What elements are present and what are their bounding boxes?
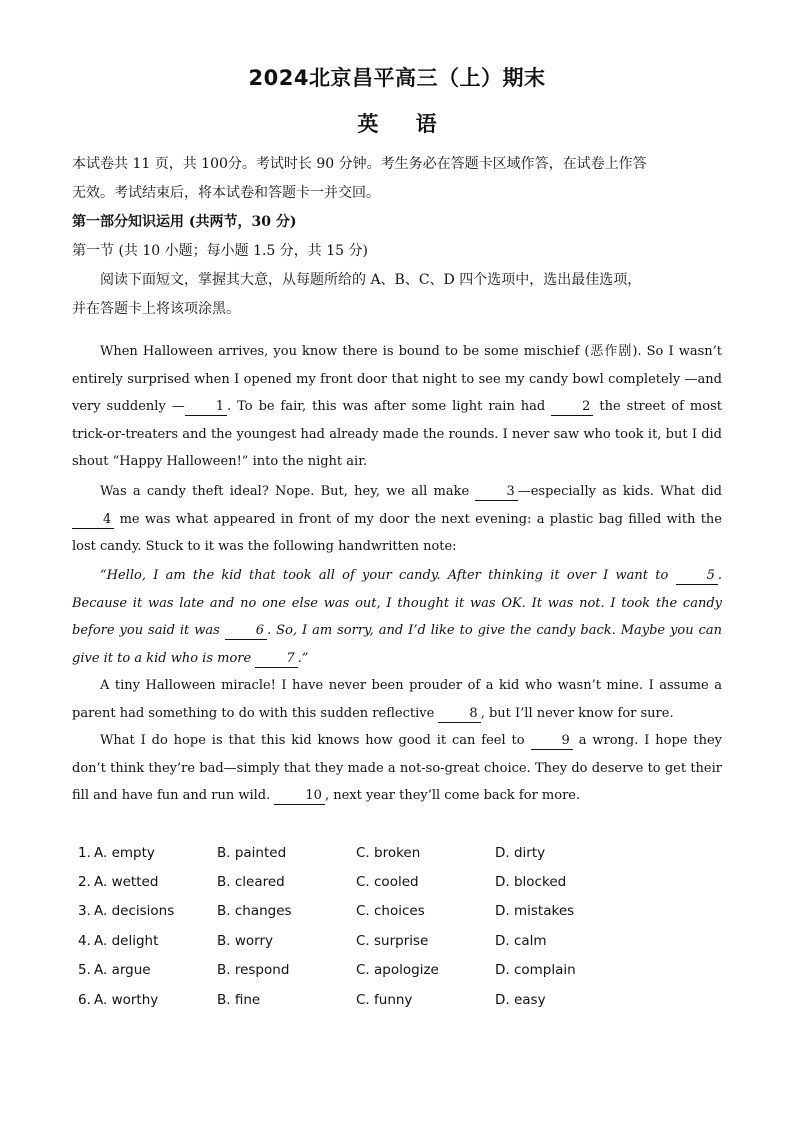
option-row bbox=[78, 838, 678, 867]
part-heading: 第一部分知识运用 (共两节，30 分) bbox=[72, 214, 297, 230]
option-a: A. decisions bbox=[94, 903, 175, 920]
passage-text: Was a candy theft ideal? Nope. But, hey, we all make bbox=[100, 484, 470, 499]
passage-text: “Hello, I am the kid that took all of your candy. After thinking it over I want to bbox=[100, 568, 669, 583]
options-list bbox=[78, 838, 678, 1014]
blank-3: 3 bbox=[475, 484, 517, 501]
blank-10: 10 bbox=[274, 788, 325, 805]
passage-text: .” bbox=[297, 650, 309, 666]
passage-text: me was what appeared in front of my door the next evening: a plastic bag filled with the lost candy. Stuck to it was the following handwritten note: bbox=[72, 511, 722, 555]
option-a: A. empty bbox=[94, 844, 155, 861]
passage-text: When Halloween arrives, you know there is bound to be some mischief (恶作剧). So I wasn’t entirely surprised when I opened my front door that night to see my candy bowl completely —and very suddenly — bbox=[72, 344, 722, 415]
option-b: B. respond bbox=[217, 962, 290, 979]
blank-7: 7 bbox=[255, 651, 297, 668]
passage-text: What I do hope is that this kid knows how good it can feel to bbox=[100, 733, 525, 748]
option-d: D. blocked bbox=[495, 874, 567, 891]
option-row bbox=[78, 897, 678, 926]
option-d: D. calm bbox=[495, 932, 547, 949]
option-b: B. fine bbox=[217, 991, 261, 1008]
blank-8: 8 bbox=[438, 706, 480, 723]
passage-text: —especially as kids. What did bbox=[517, 484, 723, 499]
option-a: A. argue bbox=[94, 962, 151, 979]
option-d: D. complain bbox=[495, 962, 576, 979]
passage-text: . To be fair, this was after some light rain had bbox=[227, 399, 546, 415]
option-d: D. mistakes bbox=[495, 903, 575, 920]
passage-text: , but I’ll never know for sure. bbox=[480, 705, 674, 721]
blank-4: 4 bbox=[72, 512, 114, 529]
passage-text: A tiny Halloween miracle! I have never been prouder of a kid who wasn’t mine. I assume a parent had something to do with this sudden reflective bbox=[72, 678, 722, 721]
passage-text: the street of most trick-or-treaters and the youngest had already made the rounds. I never saw who took it, but I did shout “Happy Halloween!” into the night air. bbox=[72, 399, 722, 470]
question-number: 6. bbox=[78, 991, 91, 1008]
question-number: 1. bbox=[78, 844, 91, 861]
blank-5: 5 bbox=[676, 568, 718, 585]
page-title: 2024北京昌平高三（上）期末 bbox=[248, 66, 546, 90]
passage-text: . So, I am sorry, and I’d like to give the candy back. Maybe you can give it to a kid who is more bbox=[72, 623, 723, 666]
blank-9: 9 bbox=[531, 733, 573, 750]
option-a: A. wetted bbox=[94, 874, 159, 891]
instruction-line-2: 并在答题卡上将该项涂黑。 bbox=[72, 301, 240, 317]
option-b: B. painted bbox=[217, 844, 287, 861]
intro-line-1: 本试卷共 11 页，共 100分。考试时长 90 分钟。考生务必在答题卡区域作答，在试卷上作答 bbox=[72, 156, 647, 172]
exam-intro bbox=[72, 150, 722, 324]
section-heading: 第一节 (共 10 小题；每小题 1.5 分，共 15 分) bbox=[72, 243, 368, 259]
option-c: C. broken bbox=[356, 844, 421, 861]
option-c: C. choices bbox=[356, 903, 425, 920]
passage-note bbox=[72, 562, 722, 672]
option-c: C. apologize bbox=[356, 962, 439, 979]
passage-paragraph-5 bbox=[72, 727, 722, 810]
option-c: C. funny bbox=[356, 991, 413, 1008]
question-number: 3. bbox=[78, 903, 91, 920]
option-a: A. delight bbox=[94, 932, 159, 949]
question-number: 5. bbox=[78, 962, 91, 979]
option-a: A. worthy bbox=[94, 991, 159, 1008]
option-row bbox=[78, 926, 678, 955]
passage-paragraph-2 bbox=[72, 478, 722, 561]
blank-6: 6 bbox=[225, 623, 267, 640]
option-c: C. cooled bbox=[356, 874, 419, 891]
passage-text: a wrong. I hope they don’t think they’re bad—simply that they made a not-so-great choice. They do deserve to get their fill and have fun and run wild. bbox=[72, 733, 723, 804]
subject-title: 英 语 bbox=[357, 112, 437, 136]
instruction-line-1: 阅读下面短文，掌握其大意，从每题所给的 A、B、C、D 四个选项中，选出最佳选项， bbox=[100, 272, 642, 288]
option-b: B. changes bbox=[217, 903, 292, 920]
option-row bbox=[78, 985, 678, 1014]
option-b: B. worry bbox=[217, 932, 273, 949]
option-row bbox=[78, 867, 678, 896]
option-c: C. surprise bbox=[356, 932, 429, 949]
option-d: D. dirty bbox=[495, 844, 546, 861]
option-row bbox=[78, 956, 678, 985]
passage-text: , next year they’ll come back for more. bbox=[324, 788, 581, 804]
passage-text: . Because it was late and no one else was out, I thought it was OK. It was not. I took the candy before you said it was bbox=[72, 568, 722, 639]
blank-1: 1 bbox=[185, 399, 227, 416]
option-b: B. cleared bbox=[217, 874, 285, 891]
intro-line-2: 无效。考试结束后，将本试卷和答题卡一并交回。 bbox=[72, 185, 380, 201]
passage-paragraph-4 bbox=[72, 672, 722, 727]
question-number: 2. bbox=[78, 874, 91, 891]
blank-2: 2 bbox=[551, 399, 593, 416]
option-d: D. easy bbox=[495, 991, 546, 1008]
question-number: 4. bbox=[78, 932, 91, 949]
passage-paragraph-1 bbox=[72, 338, 722, 476]
